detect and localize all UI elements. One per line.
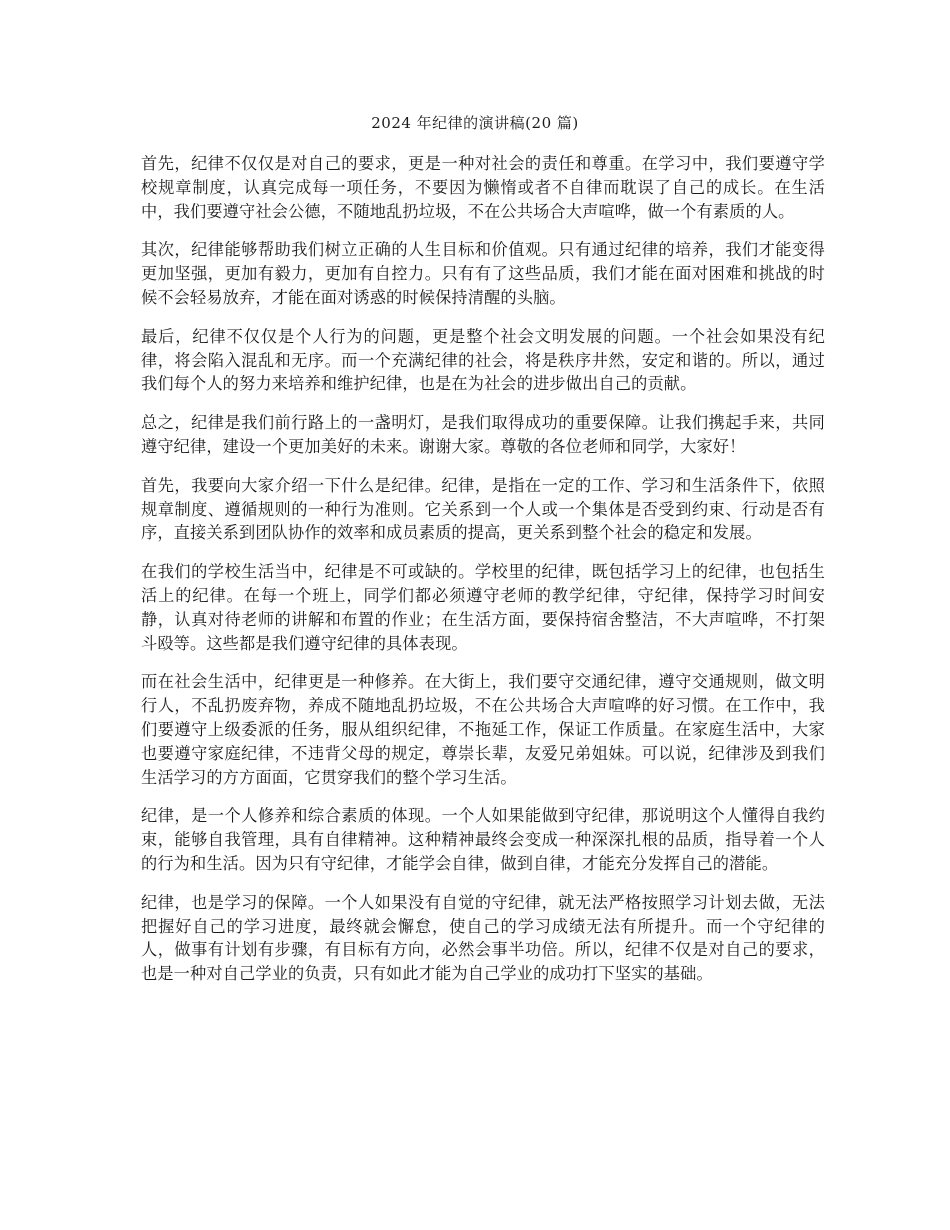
paragraph: 首先，我要向大家介绍一下什么是纪律。纪律，是指在一定的工作、学习和生活条件下，依照规章制度、遵循规则的一种行为准则。它关系到一个人或一个集体是否受到约束、行动是否有序，直接关系到团队协作的效率和成员素质的提高，更关系到整个社会的稳定和发展。 (141, 475, 825, 543)
paragraph: 而在社会生活中，纪律更是一种修养。在大街上，我们要守交通纪律，遵守交通规则，做文明行人，不乱扔废弃物，养成不随地乱扔垃圾，不在公共场合大声喧哗的好习惯。在工作中，我们要遵守上级委派的任务，服从组织纪律，不拖延工作，保证工作质量。在家庭生活中，大家也要遵守家庭纪律，不违背父母的规定，尊崇长辈，友爱兄弟姐妹。可以说，纪律涉及到我们生活学习的方方面面，它贯穿我们的整个学习生活。 (141, 672, 825, 787)
document-title: 2024 年纪律的演讲稿(20 篇) (371, 114, 579, 132)
paragraph: 首先，纪律不仅仅是对自己的要求，更是一种对社会的责任和尊重。在学习中，我们要遵守学校规章制度，认真完成每一项任务，不要因为懒惰或者不自律而耽误了自己的成长。在生活中，我们要遵守社会公德，不随地乱扔垃圾，不在公共场合大声喧哗，做一个有素质的人。 (141, 154, 825, 221)
paragraph: 其次，纪律能够帮助我们树立正确的人生目标和价值观。只有通过纪律的培养，我们才能变得更加坚强，更加有毅力，更加有自控力。只有有了这些品质，我们才能在面对困难和挑战的时候不会轻易放弃，才能在面对诱惑的时候保持清醒的头脑。 (141, 240, 825, 307)
document-body (141, 152, 825, 1001)
paragraph: 在我们的学校生活当中，纪律是不可或缺的。学校里的纪律，既包括学习上的纪律，也包括生活上的纪律。在每一个班上，同学们都必须遵守老师的教学纪律，守纪律，保持学习时间安静，认真对待老师的讲解和布置的作业；在生活方面，要保持宿舍整洁，不大声喧哗，不打架斗殴等。这些都是我们遵守纪律的具体表现。 (141, 562, 825, 653)
paragraph: 总之，纪律是我们前行路上的一盏明灯，是我们取得成功的重要保障。让我们携起手来，共同遵守纪律，建设一个更加美好的未来。谢谢大家。尊敬的各位老师和同学，大家好！ (141, 413, 825, 456)
paragraph: 纪律，也是学习的保障。一个人如果没有自觉的守纪律，就无法严格按照学习计划去做，无法把握好自己的学习进度，最终就会懈怠，使自己的学习成绩无法有所提升。而一个守纪律的人，做事有计划有步骤，有目标有方向，必然会事半功倍。所以，纪律不仅是对自己的要求，也是一种对自己学业的负责，只有如此才能为自己学业的成功打下坚实的基础。 (141, 892, 825, 984)
paragraph: 纪律，是一个人修养和综合素质的体现。一个人如果能做到守纪律，那说明这个人懂得自我约束，能够自我管理，具有自律精神。这种精神最终会变成一种深深扎根的品质，指导着一个人的行为和生活。因为只有守纪律，才能学会自律，做到自律，才能充分发挥自己的潜能。 (141, 806, 825, 873)
paragraph: 最后，纪律不仅仅是个人行为的问题，更是整个社会文明发展的问题。一个社会如果没有纪律，将会陷入混乱和无序。而一个充满纪律的社会，将是秩序井然，安定和谐的。所以，通过我们每个人的努力来培养和维护纪律，也是在为社会的进步做出自己的贡献。 (141, 326, 825, 394)
